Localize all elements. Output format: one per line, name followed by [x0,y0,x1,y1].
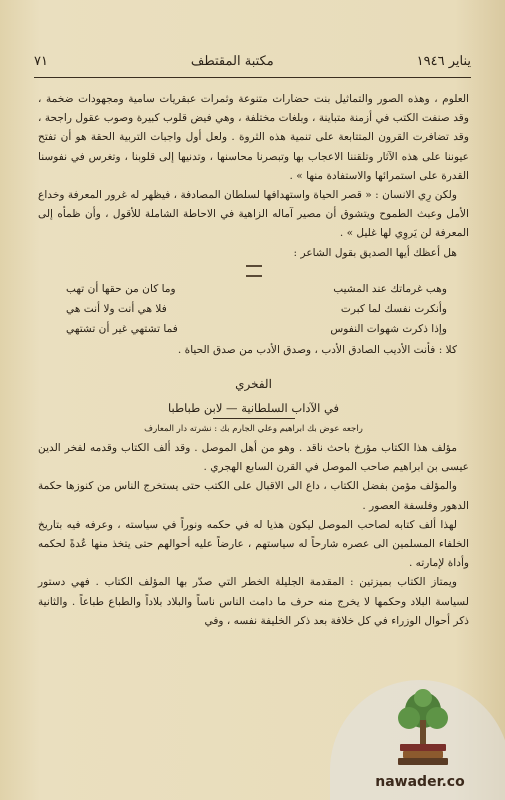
verse-first-half: وإذا ذكرت شهوات النفوس [330,322,447,335]
paragraph-3: هل أعظك أيها الصديق بقول الشاعر : [293,246,457,259]
page-header [34,50,471,72]
header-rule [34,77,471,78]
section-title: الفخري [235,377,272,392]
page-number: ٧١ [34,53,48,69]
tree-books-logo-icon [392,688,454,768]
poem-verse [38,279,469,299]
review-paragraph-1: مؤلف هذا الكتاب مؤرخ باحث ناقد . وهو من أهل الموصل . وقد ألف الكتاب وقدمه لفخر الدين عيسى بن ابراهيم صاحب الموصل في القرن السابع الهجري . [38,442,469,474]
title-underline [213,418,295,419]
poem-verse [38,299,469,319]
separator-ornament [246,265,262,277]
paragraph-1: العلوم ، وهذه الصور والتماثيل بنت حضارات متنوعة وثمرات عبقريات سامية ومجهودات ضخمة ، وقد صنفت الكتب في أزمنة متباينة ، وبلغات مختلفة ، وهي فيض قلوب كبيرة وصوب عقول راجحة ، وقد تضافرت القرون المتتابعة على تنمية هذه الثروة . ولعل أول واجبات التربية الحقة هو أن تفتح عيوننا على هذه الآثار وتلقننا الاعجاب بها وتبصرنا محاسنها ، وتدنيها إلى قلوبنا ، وتغرس في نفوسنا القدرة على استمرائها والاستفادة منها » . [38,93,469,182]
closing-line: كلا : فأنت الأديب الصادق الأدب ، وصدق الأدب من صدق الحياة . [177,343,457,356]
review-paragraph-4: ويمتاز الكتاب بميزتين : المقدمة الجليلة الخطر التي صدّر بها المؤلف الكتاب . فهي دستور لسياسة البلاد وحكمها لا يخرج منه حرف ما دامت الناس ناساً والبلاد بلاداً والطباع طباعاً . والثانية ذكر أحوال الوزراء في كل خلافة بعد ذكر الخليفة نفسه ، وفي [38,576,469,627]
paragraph-2: ولكن رِي الانسان : « قصر الحياة واستهدافها لسلطان المصادفة ، فيظهر له غرور المعرفة وخداع الأمل وعبث الطموح ويتشوق أن مصير آماله الزاهية في الاحاطة الشاملة للأقول ، وأن ظمأه إلى المعرفة لن يَروِي لها غليل » . [38,189,469,240]
header-date: يناير ١٩٤٦ [416,53,471,69]
review-paragraph-2: والمؤلف مؤمن بفضل الكتاب ، داع الى الاقبال على الكتب حتى يستخرج الناس من كنوزها حكمة الدهور وفلسفة العصور . [38,480,469,512]
page-body [38,90,469,631]
verse-first-half: وهب غرماتك عند المشيب [333,282,447,295]
header-title: مكتبة المقتطف [190,53,274,69]
poem [38,279,469,339]
watermark-text: nawader.co [375,774,465,790]
verse-first-half: وأنكرت نفسك لما كبرت [340,302,447,315]
review-paragraph-3: لهذا ألف كتابه لصاحب الموصل ليكون هذيا له في حكمه ونوراً في سياسته ، وعرفه فيه بتاريخ الخلفاء المسلمين الى عصره شارحاً له سياستهم ، عارضاً عليه أحوالهم حتى يتخذ منها عُدةً لحكمه وأداة لإمارته . [38,518,469,570]
poem-verse [38,319,469,339]
verse-second-half: وما كان من حقها أن تهب [66,282,176,295]
review-subtitle: راجعه عوض بك ابراهيم وعلي الجارم بك : نشرته دار المعارف [144,424,363,435]
verse-second-half: فلا هي أنت ولا أنت هي [66,302,167,315]
review-title: في الآداب السلطانية — لابن طباطبا [167,401,340,416]
verse-second-half: فما تشتهي غير أن تشتهي [66,322,178,335]
